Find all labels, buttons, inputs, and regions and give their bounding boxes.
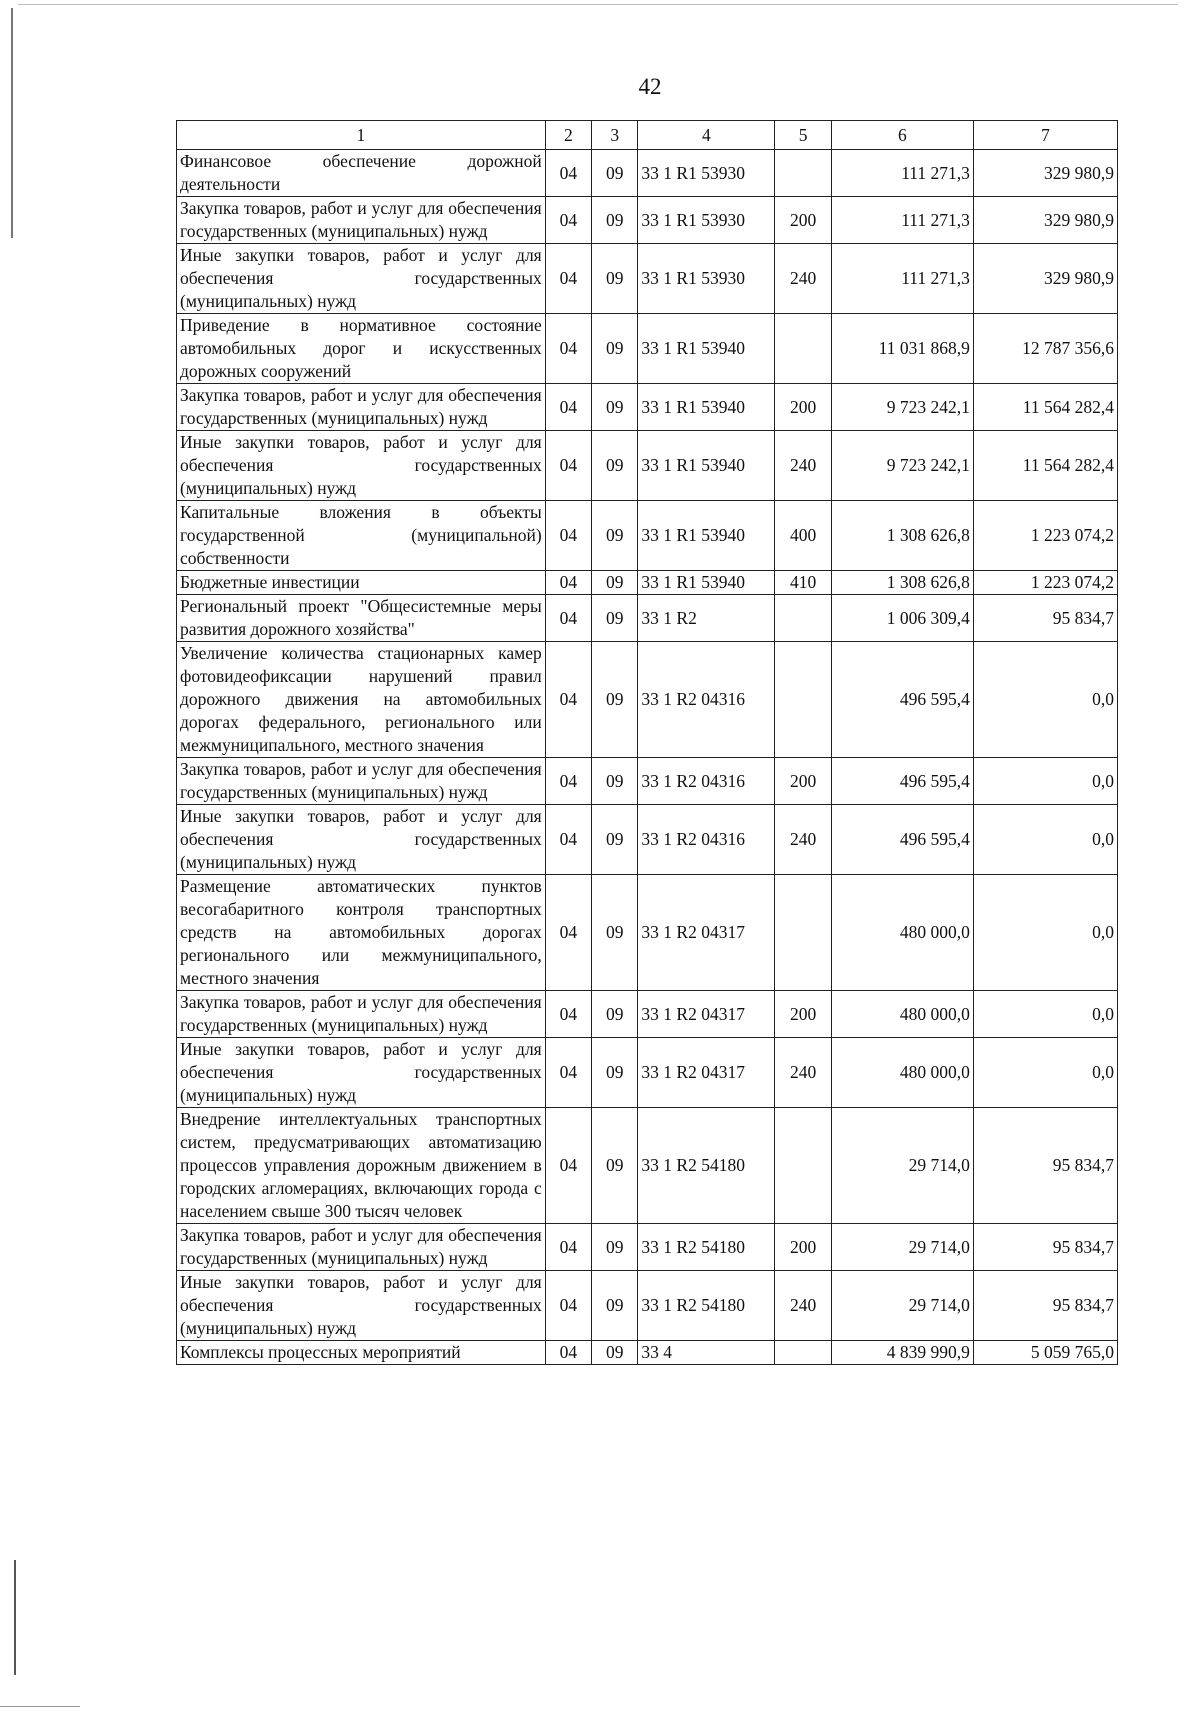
row-section: 04 <box>545 758 591 805</box>
row-amount-col7: 5 059 765,0 <box>973 1341 1117 1365</box>
row-section: 04 <box>545 1224 591 1271</box>
row-section: 04 <box>545 431 591 501</box>
row-amount-col6: 480 000,0 <box>831 991 973 1038</box>
row-target-article: 33 1 R2 54180 <box>638 1108 775 1224</box>
row-amount-col6: 9 723 242,1 <box>831 384 973 431</box>
table-row <box>177 805 1118 875</box>
row-target-article: 33 1 R1 53940 <box>638 501 775 571</box>
row-description: Иные закупки товаров, работ и услуг для обеспечения государственных (муниципальных) нужд <box>177 1038 546 1108</box>
row-amount-col7: 0,0 <box>973 875 1117 991</box>
row-amount-col6: 480 000,0 <box>831 875 973 991</box>
row-description: Иные закупки товаров, работ и услуг для обеспечения государственных (муниципальных) нужд <box>177 244 546 314</box>
row-amount-col6: 29 714,0 <box>831 1108 973 1224</box>
row-subsection: 09 <box>592 1271 638 1341</box>
row-subsection: 09 <box>592 197 638 244</box>
row-expense-type <box>775 595 831 642</box>
row-target-article: 33 1 R2 04317 <box>638 875 775 991</box>
row-expense-type: 200 <box>775 1224 831 1271</box>
row-section: 04 <box>545 1341 591 1365</box>
row-expense-type <box>775 150 831 197</box>
row-subsection: 09 <box>592 758 638 805</box>
table-row <box>177 150 1118 197</box>
row-subsection: 09 <box>592 875 638 991</box>
row-description: Финансовое обеспечение дорожной деятельности <box>177 150 546 197</box>
header-cell-4: 4 <box>638 121 775 150</box>
row-target-article: 33 1 R1 53940 <box>638 314 775 384</box>
row-subsection: 09 <box>592 501 638 571</box>
row-description: Размещение автоматических пунктов весогабаритного контроля транспортных средств на автомобильных дорогах регионального или межмуниципального, местного значения <box>177 875 546 991</box>
row-section: 04 <box>545 991 591 1038</box>
row-target-article: 33 1 R1 53930 <box>638 244 775 314</box>
row-amount-col6: 29 714,0 <box>831 1271 973 1341</box>
row-section: 04 <box>545 1271 591 1341</box>
table-row <box>177 314 1118 384</box>
row-section: 04 <box>545 244 591 314</box>
row-expense-type: 200 <box>775 384 831 431</box>
row-amount-col6: 11 031 868,9 <box>831 314 973 384</box>
scan-edge-left-lower <box>14 1560 16 1675</box>
row-expense-type: 400 <box>775 501 831 571</box>
row-section: 04 <box>545 150 591 197</box>
row-target-article: 33 1 R2 54180 <box>638 1224 775 1271</box>
row-subsection: 09 <box>592 1224 638 1271</box>
row-expense-type: 200 <box>775 197 831 244</box>
row-description: Иные закупки товаров, работ и услуг для обеспечения государственных (муниципальных) нужд <box>177 805 546 875</box>
row-amount-col7: 12 787 356,6 <box>973 314 1117 384</box>
row-description: Комплексы процессных мероприятий <box>177 1341 546 1365</box>
row-amount-col7: 0,0 <box>973 805 1117 875</box>
row-section: 04 <box>545 1038 591 1108</box>
row-target-article: 33 1 R2 54180 <box>638 1271 775 1341</box>
table-row <box>177 244 1118 314</box>
row-subsection: 09 <box>592 1108 638 1224</box>
row-subsection: 09 <box>592 571 638 595</box>
row-subsection: 09 <box>592 805 638 875</box>
row-subsection: 09 <box>592 244 638 314</box>
header-cell-2: 2 <box>545 121 591 150</box>
row-amount-col6: 496 595,4 <box>831 642 973 758</box>
row-amount-col6: 1 308 626,8 <box>831 571 973 595</box>
row-amount-col6: 111 271,3 <box>831 150 973 197</box>
row-expense-type <box>775 1341 831 1365</box>
table-row <box>177 642 1118 758</box>
row-target-article: 33 1 R2 04317 <box>638 991 775 1038</box>
row-section: 04 <box>545 197 591 244</box>
row-target-article: 33 1 R2 04316 <box>638 805 775 875</box>
table-row <box>177 875 1118 991</box>
row-expense-type <box>775 642 831 758</box>
row-description: Увеличение количества стационарных камер фотовидеофиксации нарушений правил дорожного движения на автомобильных дорогах федерального, регионального или межмуниципального, местного значения <box>177 642 546 758</box>
row-amount-col7: 95 834,7 <box>973 1108 1117 1224</box>
row-amount-col6: 1 308 626,8 <box>831 501 973 571</box>
budget-table-body <box>177 121 1118 1365</box>
header-cell-6: 6 <box>831 121 973 150</box>
row-target-article: 33 1 R2 <box>638 595 775 642</box>
row-expense-type <box>775 875 831 991</box>
row-expense-type: 240 <box>775 244 831 314</box>
row-subsection: 09 <box>592 642 638 758</box>
row-expense-type <box>775 1108 831 1224</box>
row-target-article: 33 1 R2 04316 <box>638 642 775 758</box>
row-subsection: 09 <box>592 431 638 501</box>
scan-edge-left <box>11 8 13 238</box>
row-target-article: 33 4 <box>638 1341 775 1365</box>
row-expense-type: 240 <box>775 805 831 875</box>
budget-table <box>176 120 1118 1365</box>
scan-edge-top <box>18 4 1178 5</box>
row-section: 04 <box>545 384 591 431</box>
row-section: 04 <box>545 314 591 384</box>
row-section: 04 <box>545 875 591 991</box>
row-amount-col6: 1 006 309,4 <box>831 595 973 642</box>
row-description: Бюджетные инвестиции <box>177 571 546 595</box>
row-amount-col7: 0,0 <box>973 758 1117 805</box>
row-section: 04 <box>545 642 591 758</box>
row-subsection: 09 <box>592 1038 638 1108</box>
page-number: 42 <box>638 74 662 99</box>
header-cell-1: 1 <box>177 121 546 150</box>
table-row <box>177 991 1118 1038</box>
row-amount-col7: 11 564 282,4 <box>973 384 1117 431</box>
row-amount-col6: 111 271,3 <box>831 244 973 314</box>
row-amount-col6: 111 271,3 <box>831 197 973 244</box>
row-amount-col7: 95 834,7 <box>973 1224 1117 1271</box>
row-expense-type: 200 <box>775 758 831 805</box>
row-subsection: 09 <box>592 314 638 384</box>
row-target-article: 33 1 R1 53940 <box>638 384 775 431</box>
row-description: Иные закупки товаров, работ и услуг для обеспечения государственных (муниципальных) нужд <box>177 431 546 501</box>
table-row <box>177 758 1118 805</box>
row-amount-col6: 480 000,0 <box>831 1038 973 1108</box>
table-row <box>177 431 1118 501</box>
row-subsection: 09 <box>592 991 638 1038</box>
table-row <box>177 384 1118 431</box>
row-expense-type: 200 <box>775 991 831 1038</box>
row-description: Капитальные вложения в объекты государственной (муниципальной) собственности <box>177 501 546 571</box>
row-target-article: 33 1 R1 53940 <box>638 431 775 501</box>
table-row <box>177 571 1118 595</box>
header-cell-3: 3 <box>592 121 638 150</box>
row-amount-col7: 0,0 <box>973 991 1117 1038</box>
scan-edge-bottom <box>0 1706 80 1707</box>
row-amount-col7: 11 564 282,4 <box>973 431 1117 501</box>
row-amount-col6: 9 723 242,1 <box>831 431 973 501</box>
table-row <box>177 595 1118 642</box>
row-description: Внедрение интеллектуальных транспортных систем, предусматривающих автоматизацию процессов управления дорожным движением в городских агломерациях, включающих города с населением свыше 300 тысяч человек <box>177 1108 546 1224</box>
row-description: Закупка товаров, работ и услуг для обеспечения государственных (муниципальных) нужд <box>177 384 546 431</box>
table-row <box>177 1038 1118 1108</box>
table-row <box>177 197 1118 244</box>
row-amount-col7: 0,0 <box>973 1038 1117 1108</box>
header-cell-5: 5 <box>775 121 831 150</box>
row-description: Закупка товаров, работ и услуг для обеспечения государственных (муниципальных) нужд <box>177 758 546 805</box>
row-amount-col7: 95 834,7 <box>973 595 1117 642</box>
row-section: 04 <box>545 805 591 875</box>
row-subsection: 09 <box>592 595 638 642</box>
row-amount-col6: 4 839 990,9 <box>831 1341 973 1365</box>
row-amount-col7: 329 980,9 <box>973 197 1117 244</box>
row-description: Закупка товаров, работ и услуг для обеспечения государственных (муниципальных) нужд <box>177 197 546 244</box>
row-amount-col7: 1 223 074,2 <box>973 571 1117 595</box>
row-expense-type: 410 <box>775 571 831 595</box>
row-amount-col7: 1 223 074,2 <box>973 501 1117 571</box>
row-target-article: 33 1 R1 53940 <box>638 571 775 595</box>
row-target-article: 33 1 R2 04316 <box>638 758 775 805</box>
table-row <box>177 501 1118 571</box>
row-description: Закупка товаров, работ и услуг для обеспечения государственных (муниципальных) нужд <box>177 1224 546 1271</box>
row-amount-col7: 95 834,7 <box>973 1271 1117 1341</box>
row-expense-type: 240 <box>775 1038 831 1108</box>
row-amount-col6: 496 595,4 <box>831 758 973 805</box>
row-expense-type: 240 <box>775 1271 831 1341</box>
row-description: Закупка товаров, работ и услуг для обеспечения государственных (муниципальных) нужд <box>177 991 546 1038</box>
row-section: 04 <box>545 571 591 595</box>
table-header-row <box>177 121 1118 150</box>
row-subsection: 09 <box>592 150 638 197</box>
row-target-article: 33 1 R1 53930 <box>638 197 775 244</box>
table-row <box>177 1224 1118 1271</box>
row-amount-col6: 496 595,4 <box>831 805 973 875</box>
header-cell-7: 7 <box>973 121 1117 150</box>
row-amount-col7: 329 980,9 <box>973 150 1117 197</box>
table-row <box>177 1108 1118 1224</box>
row-amount-col7: 329 980,9 <box>973 244 1117 314</box>
row-amount-col7: 0,0 <box>973 642 1117 758</box>
row-subsection: 09 <box>592 1341 638 1365</box>
row-section: 04 <box>545 1108 591 1224</box>
row-expense-type <box>775 314 831 384</box>
row-description: Приведение в нормативное состояние автомобильных дорог и искусственных дорожных сооружений <box>177 314 546 384</box>
row-target-article: 33 1 R2 04317 <box>638 1038 775 1108</box>
row-target-article: 33 1 R1 53930 <box>638 150 775 197</box>
row-section: 04 <box>545 501 591 571</box>
row-description: Иные закупки товаров, работ и услуг для обеспечения государственных (муниципальных) нужд <box>177 1271 546 1341</box>
row-description: Региональный проект "Общесистемные меры развития дорожного хозяйства" <box>177 595 546 642</box>
row-subsection: 09 <box>592 384 638 431</box>
row-expense-type: 240 <box>775 431 831 501</box>
table-row <box>177 1341 1118 1365</box>
row-amount-col6: 29 714,0 <box>831 1224 973 1271</box>
row-section: 04 <box>545 595 591 642</box>
table-row <box>177 1271 1118 1341</box>
